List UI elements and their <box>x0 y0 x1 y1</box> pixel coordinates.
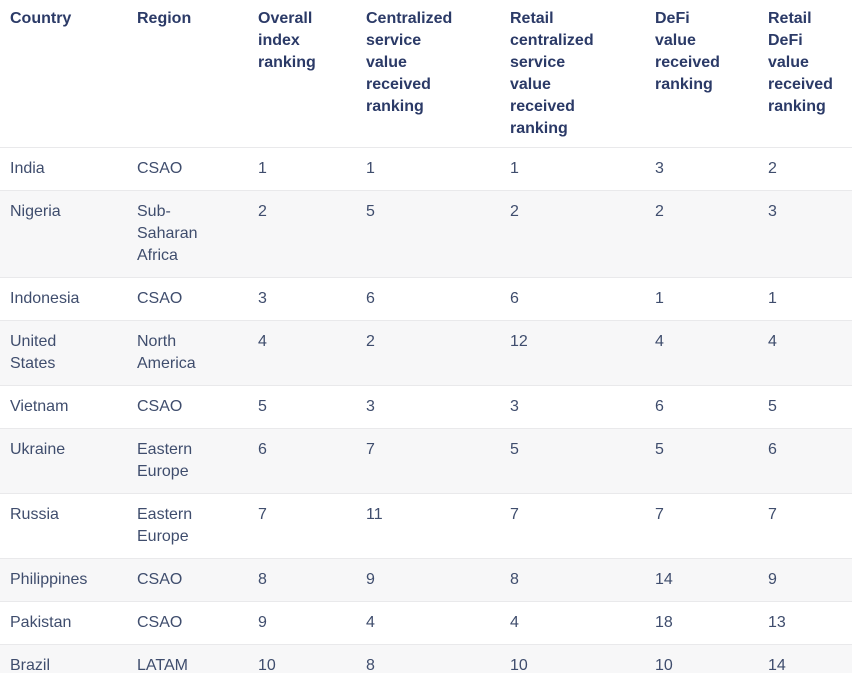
cell-retail-defi-rank: 5 <box>768 398 777 415</box>
cell-centralized-rank: 9 <box>366 571 375 588</box>
cell-retail-centralized-rank: 3 <box>510 398 519 415</box>
cell-retail-defi-rank: 9 <box>768 571 777 588</box>
cell-country: Vietnam <box>10 398 69 415</box>
cell-retail-defi-rank: 4 <box>768 333 777 350</box>
cell-country: United States <box>10 333 57 372</box>
cell-centralized-rank: 8 <box>366 657 375 673</box>
cell-centralized-rank: 4 <box>366 614 375 631</box>
table-row <box>0 191 852 278</box>
table-row <box>0 278 852 321</box>
cell-overall-rank: 8 <box>258 571 267 588</box>
cell-retail-defi-rank: 14 <box>768 657 786 673</box>
header-cell: Retail centralized service value received ranking <box>500 0 645 148</box>
cell-retail-centralized-rank: 4 <box>510 614 519 631</box>
header-cell: Region <box>127 0 248 148</box>
cell-centralized-rank: 2 <box>366 333 375 350</box>
cell-retail-defi-rank: 13 <box>768 614 786 631</box>
table-row <box>0 321 852 386</box>
header-cell: Country <box>0 0 127 148</box>
cell-defi-rank: 1 <box>655 290 664 307</box>
cell-overall-rank: 5 <box>258 398 267 415</box>
table-row <box>0 494 852 559</box>
cell-region: North America <box>137 333 196 372</box>
cell-country: Pakistan <box>10 614 72 631</box>
cell-retail-centralized-rank: 1 <box>510 160 519 177</box>
table-row <box>0 559 852 602</box>
cell-region: CSAO <box>137 290 183 307</box>
cell-retail-centralized-rank: 7 <box>510 506 519 523</box>
header-cell: DeFi value received ranking <box>645 0 758 148</box>
cell-country: Nigeria <box>10 203 61 220</box>
cell-overall-rank: 6 <box>258 441 267 458</box>
header-cell: Retail DeFi value received ranking <box>758 0 852 148</box>
cell-country: Russia <box>10 506 59 523</box>
cell-centralized-rank: 1 <box>366 160 375 177</box>
cell-retail-centralized-rank: 10 <box>510 657 528 673</box>
cell-country: Brazil <box>10 657 51 673</box>
cell-retail-centralized-rank: 5 <box>510 441 519 458</box>
cell-defi-rank: 4 <box>655 333 664 350</box>
cell-retail-defi-rank: 7 <box>768 506 777 523</box>
cell-defi-rank: 6 <box>655 398 664 415</box>
cell-defi-rank: 18 <box>655 614 673 631</box>
cell-region: CSAO <box>137 571 183 588</box>
cell-centralized-rank: 5 <box>366 203 375 220</box>
cell-centralized-rank: 7 <box>366 441 375 458</box>
cell-country: Indonesia <box>10 290 80 307</box>
cell-defi-rank: 2 <box>655 203 664 220</box>
header-cell: Centralized service value received ranking <box>356 0 500 148</box>
cell-overall-rank: 1 <box>258 160 267 177</box>
cell-country: India <box>10 160 45 177</box>
cell-centralized-rank: 6 <box>366 290 375 307</box>
cell-overall-rank: 4 <box>258 333 267 350</box>
cell-region: LATAM <box>137 657 188 673</box>
table-body <box>0 148 852 673</box>
cell-overall-rank: 10 <box>258 657 276 673</box>
cell-defi-rank: 5 <box>655 441 664 458</box>
cell-retail-defi-rank: 3 <box>768 203 777 220</box>
cell-overall-rank: 3 <box>258 290 267 307</box>
cell-retail-defi-rank: 2 <box>768 160 777 177</box>
cell-retail-defi-rank: 1 <box>768 290 777 307</box>
cell-retail-centralized-rank: 8 <box>510 571 519 588</box>
table-row <box>0 386 852 429</box>
cell-region: CSAO <box>137 398 183 415</box>
cell-region: Eastern Europe <box>137 441 193 480</box>
header-row <box>0 0 852 148</box>
cell-centralized-rank: 11 <box>366 506 383 523</box>
cell-retail-centralized-rank: 12 <box>510 333 528 350</box>
header-cell: Overall index ranking <box>248 0 356 148</box>
table-row <box>0 429 852 494</box>
cell-region: CSAO <box>137 614 183 631</box>
table-row <box>0 148 852 191</box>
cell-defi-rank: 7 <box>655 506 664 523</box>
cell-retail-centralized-rank: 2 <box>510 203 519 220</box>
cell-overall-rank: 2 <box>258 203 267 220</box>
cell-overall-rank: 7 <box>258 506 267 523</box>
table-row <box>0 645 852 673</box>
cell-retail-defi-rank: 6 <box>768 441 777 458</box>
cell-country: Ukraine <box>10 441 66 458</box>
cell-region: CSAO <box>137 160 183 177</box>
cell-defi-rank: 10 <box>655 657 673 673</box>
cell-defi-rank: 14 <box>655 571 673 588</box>
cell-region: Eastern Europe <box>137 506 193 545</box>
cell-region: Sub-Saharan Africa <box>137 203 198 264</box>
table-row <box>0 602 852 645</box>
cell-overall-rank: 9 <box>258 614 267 631</box>
cell-retail-centralized-rank: 6 <box>510 290 519 307</box>
cell-centralized-rank: 3 <box>366 398 375 415</box>
cell-defi-rank: 3 <box>655 160 664 177</box>
cell-country: Philippines <box>10 571 88 588</box>
